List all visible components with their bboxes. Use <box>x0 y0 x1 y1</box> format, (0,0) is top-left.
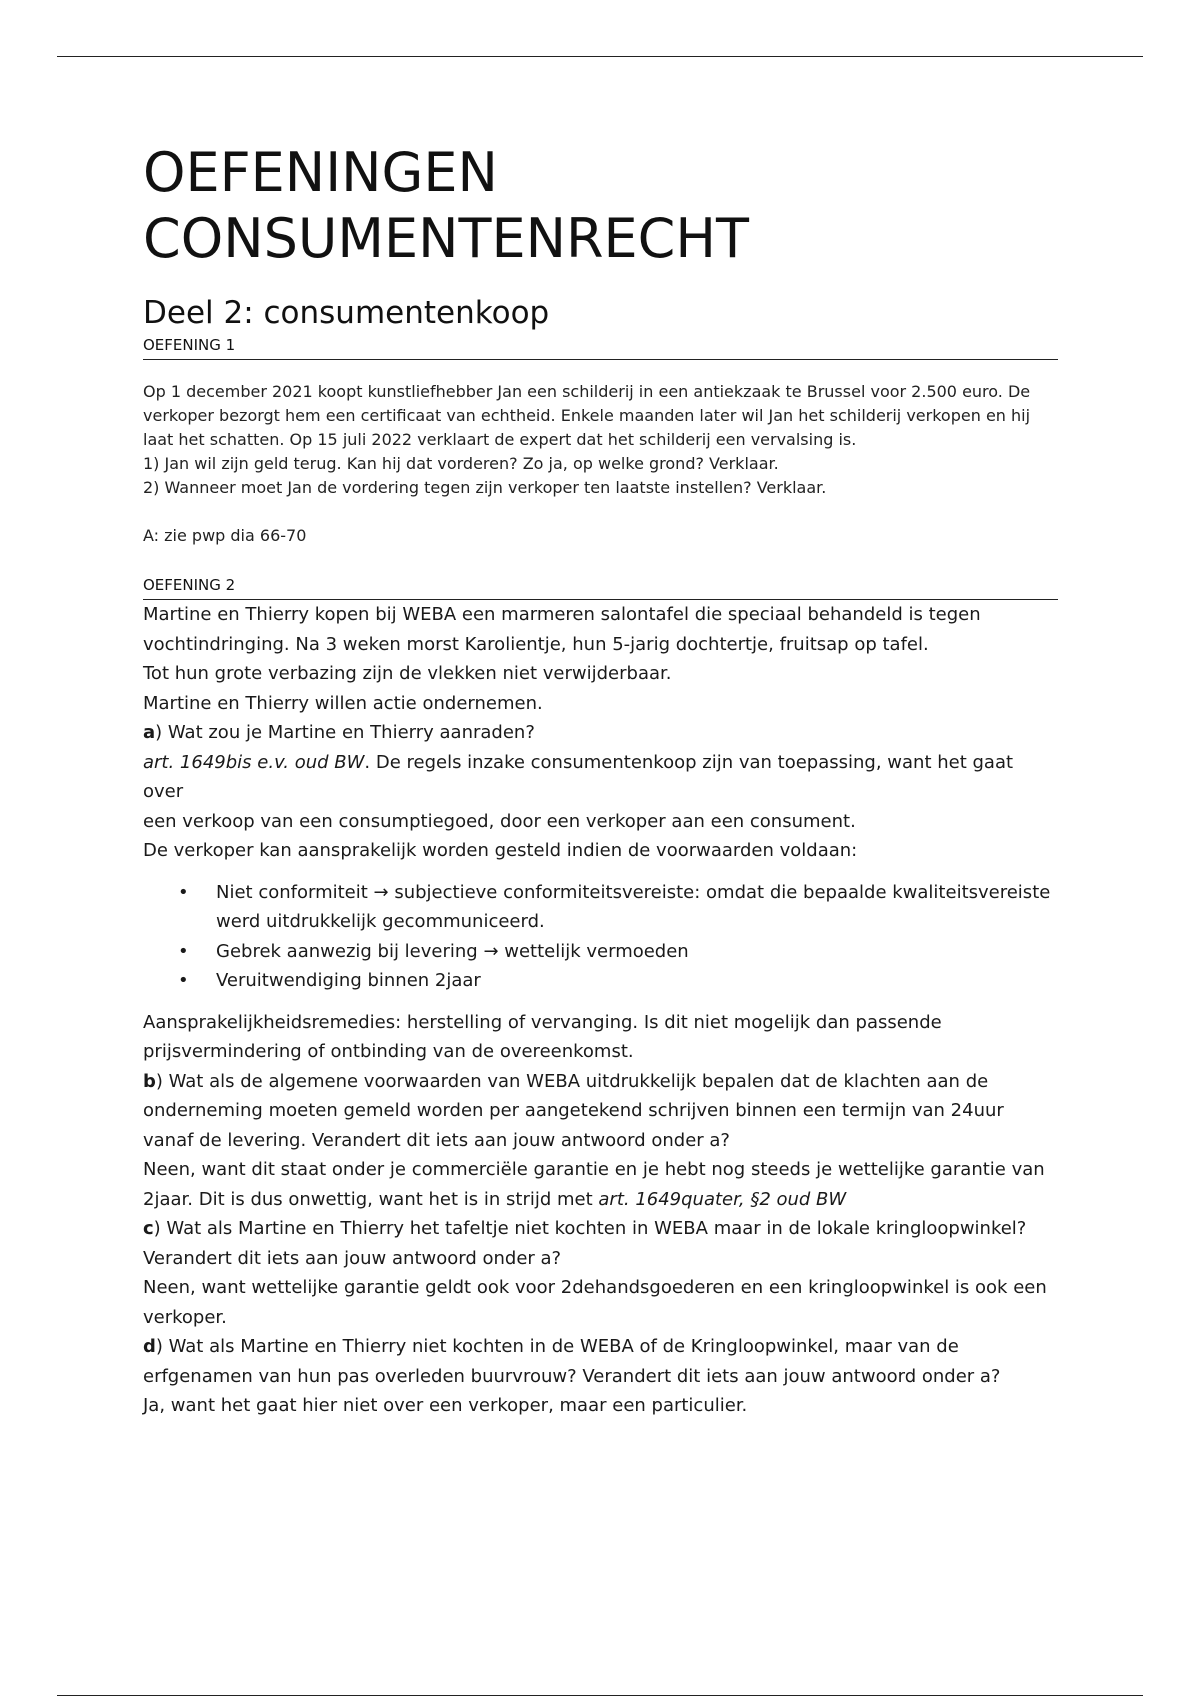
bullet-icon: • <box>178 881 189 903</box>
answer-c-line: verkoper. <box>143 1306 227 1328</box>
question-b-line: onderneming moeten gemeld worden per aangetekend schrijven binnen een termijn van 24uur <box>143 1100 1004 1121</box>
header-rule <box>57 56 1143 57</box>
page-content <box>143 140 1058 1421</box>
question-text: ) Wat als Martine en Thierry het tafeltje niet kochten in WEBA maar in de lokale kringloopwinkel? <box>153 1218 1027 1239</box>
answer-b-line: Neen, want dit staat onder je commerciële garantie en je hebt nog steeds je wettelijke garantie van <box>143 1159 1045 1180</box>
question-letter: a <box>143 722 156 743</box>
remedies-line: Aansprakelijkheidsremedies: herstelling of vervanging. Is dit niet mogelijk dan passende <box>143 1011 942 1033</box>
question-letter: b <box>143 1070 156 1092</box>
question-text: ) Wat als de algemene voorwaarden van WEBA uitdrukkelijk bepalen dat de klachten aan de <box>155 1070 989 1092</box>
title-line-1: OEFENINGEN <box>143 141 498 204</box>
exercise-1-answer: A: zie pwp dia 66-70 <box>143 526 307 545</box>
law-reference: art. 1649bis e.v. oud BW <box>143 751 365 773</box>
answer-b-line <box>143 1185 1058 1215</box>
question-letter: c <box>143 1218 154 1239</box>
condition-text: Gebrek aanwezig bij levering → wettelijk vermoeden <box>216 940 689 962</box>
exercise-1-heading: OEFENING 1 <box>143 336 1058 360</box>
answer-text: 2jaar. Dit is dus onwettig, want het is in strijd met <box>143 1188 599 1210</box>
question-letter: d <box>143 1336 156 1357</box>
bullet-icon: • <box>178 940 189 962</box>
question-1: 1) Jan wil zijn geld terug. Kan hij dat vorderen? Zo ja, op welke grond? Verklaar. <box>143 454 779 473</box>
case-line: Tot hun grote verbazing zijn de vlekken niet verwijderbaar. <box>143 663 672 684</box>
question-text: ) Wat als Martine en Thierry niet kochten in de WEBA of de Kringloopwinkel, maar van de <box>155 1336 959 1357</box>
question-a <box>143 718 1058 748</box>
exercise-2-body <box>143 600 1058 1421</box>
case-line: Martine en Thierry kopen bij WEBA een marmeren salontafel die speciaal behandeld is tegen <box>143 604 981 625</box>
case-line: vochtindringing. Na 3 weken morst Karolientje, hun 5-jarig dochtertje, fruitsap op tafel. <box>143 633 929 655</box>
answer-a-line <box>143 748 1058 807</box>
law-reference: art. 1649quater, §2 oud BW <box>598 1188 847 1210</box>
question-b <box>143 1067 1058 1097</box>
question-c-line: Verandert dit iets aan jouw antwoord onder a? <box>143 1247 562 1269</box>
case-line: laat het schatten. Op 15 juli 2022 verklaart de expert dat het schilderij een vervalsing is. <box>143 430 857 449</box>
list-item <box>178 937 1058 967</box>
condition-text: Veruitwendiging binnen 2jaar <box>216 970 481 991</box>
question-2: 2) Wanneer moet Jan de vordering tegen zijn verkoper ten laatste instellen? Verklaar. <box>143 478 827 497</box>
answer-c-line: Neen, want wettelijke garantie geldt ook voor 2dehandsgoederen en een kringloopwinkel is ook een <box>143 1277 1047 1298</box>
conditions-list <box>143 878 1058 996</box>
answer-text: . De regels inzake consumentenkoop zijn van toepassing, want het gaat over <box>143 751 1014 802</box>
answer-a-line: De verkoper kan aansprakelijk worden gesteld indien de voorwaarden voldaan: <box>143 840 858 861</box>
condition-text: Niet conformiteit → subjectieve conformiteitsvereiste: omdat die bepaalde kwaliteitsvereiste werd uitdrukkelijk gecommuniceerd. <box>216 881 1051 932</box>
list-item <box>178 878 1058 937</box>
question-text: ) Wat zou je Martine en Thierry aanraden? <box>155 722 535 743</box>
document-subtitle: Deel 2: consumentenkoop <box>143 295 550 331</box>
answer-d-line: Ja, want het gaat hier niet over een verkoper, maar een particulier. <box>143 1395 748 1416</box>
question-b-line: vanaf de levering. Verandert dit iets aan jouw antwoord onder a? <box>143 1129 730 1151</box>
exercise-1-case <box>143 380 1058 500</box>
title-line-2: CONSUMENTENRECHT <box>143 207 749 270</box>
case-line: verkoper bezorgt hem een certificaat van echtheid. Enkele maanden later wil Jan het schilderij verkopen en hij <box>143 406 1031 425</box>
question-d <box>143 1332 1058 1362</box>
question-c <box>143 1214 1058 1244</box>
answer-a-line: een verkoop van een consumptiegoed, door een verkoper aan een consument. <box>143 810 856 832</box>
case-line: Martine en Thierry willen actie ondernemen. <box>143 692 543 714</box>
document-title <box>143 140 1058 272</box>
question-d-line: erfgenamen van hun pas overleden buurvrouw? Verandert dit iets aan jouw antwoord onder a? <box>143 1365 1001 1387</box>
exercise-2-heading: OEFENING 2 <box>143 576 1058 600</box>
case-line: Op 1 december 2021 koopt kunstliefhebber Jan een schilderij in een antiekzaak te Brussel voor 2.500 euro. De <box>143 382 1031 401</box>
footer-rule <box>57 1695 1143 1696</box>
list-item <box>178 966 1058 996</box>
remedies-line: prijsvermindering of ontbinding van de overeenkomst. <box>143 1041 634 1062</box>
bullet-icon: • <box>178 970 189 991</box>
